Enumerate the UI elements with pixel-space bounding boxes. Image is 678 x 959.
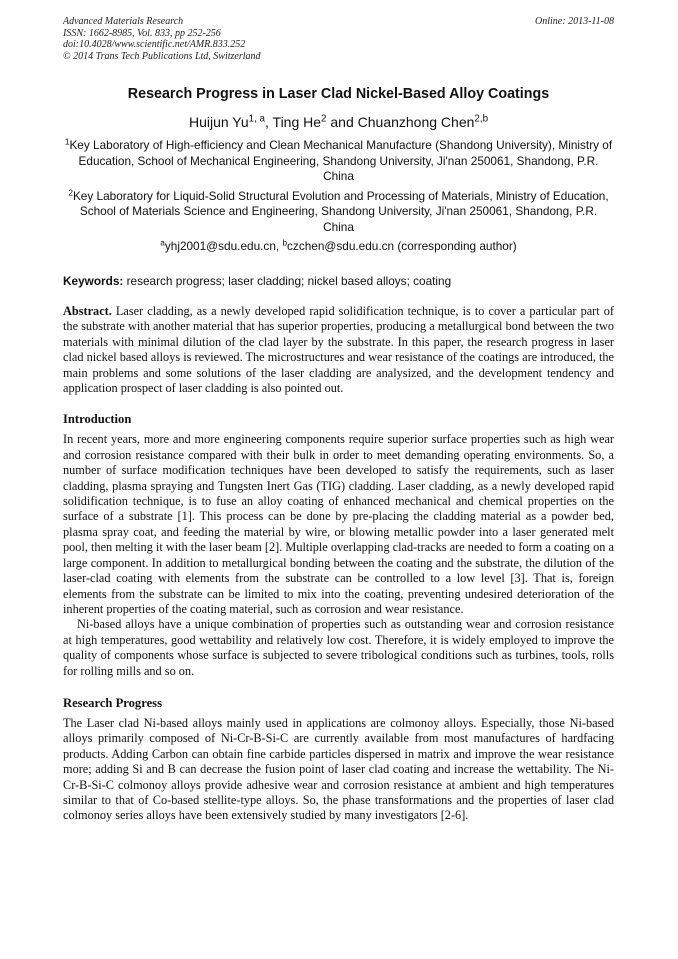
- journal-doi: doi:10.4028/www.scientific.net/AMR.833.252: [63, 39, 246, 50]
- author-emails: [63, 239, 614, 254]
- author-separator: and: [326, 114, 358, 130]
- keywords: [63, 274, 614, 289]
- author-affil-marker: 2,b: [474, 113, 489, 125]
- author-name: Huijun Yu: [188, 114, 249, 130]
- journal-name: Advanced Materials Research: [63, 16, 184, 27]
- author-list: [63, 113, 614, 131]
- paragraph: Ni-based alloys have a unique combination of properties such as outstanding wear and corrosion resistance at high temperatures, good wettability and relatively low cost. Therefore, it is widely employed to improve the quality of components whose surface is subjected to severe tribological conditions such as turbines, tools, rolls for rolling mills and so on.: [63, 617, 614, 678]
- paper-page: [63, 16, 614, 824]
- author-affil-marker: 2: [321, 113, 327, 125]
- journal-issn: ISSN: 1662-8985, Vol. 833, pp 252-256: [63, 27, 221, 39]
- abstract-text: Laser cladding, as a newly developed rapid solidification technique, is to cover a particular part of the substrate with another material that has superior properties, producing a metallurgical bond between the two materials with minimal dilution of the clad layer by the substrate. In this paper, the research progress in laser clad nickel based alloys is reviewed. The microstructures and wear resistance of the coatings are introduced, the main problems and some solutions of the laser cladding are analysized, and the development tendency and application prospect of laser cladding is also pointed out.: [63, 304, 614, 396]
- affiliation-marker: 2: [68, 187, 73, 197]
- email-address[interactable]: czchen@sdu.edu.cn (corresponding author): [287, 239, 517, 253]
- author-affil-marker: 1, a: [248, 113, 265, 125]
- abstract: [63, 304, 614, 396]
- author-name: Chuanzhong Chen: [357, 114, 475, 130]
- journal-copyright: © 2014 Trans Tech Publications Ltd, Switzerland: [63, 50, 261, 62]
- keywords-label: Keywords:: [63, 274, 124, 288]
- journal-header: [63, 16, 614, 62]
- section-heading-research-progress: Research Progress: [63, 695, 162, 710]
- journal-info: [63, 16, 261, 62]
- keywords-text: research progress; laser cladding; nickel based alloys; coating: [123, 274, 452, 288]
- section-heading-introduction: Introduction: [63, 412, 132, 427]
- paragraph: In recent years, more and more engineering components require superior surface properties such as high wear and corrosion resistance compared with their bulk in order to meet demanding operating environments. So, a number of surface modification techniques have been developed to satisfy the requirements, such as laser cladding, plasma spraying and Tungsten Inert Gas (TIG) cladding. Laser cladding, as a newly developed rapid solidification technique, is to fuse an alloy coating of enhanced mechanical and chemical properties on the surface of a substrate [1]. This process can be done by pre-placing the cladding material as a powder bed, plasma spray coat, and feeding the material by wire, or blowing metallic powder into a laser generated melt pool, then melting it with the laser beam [2]. Multiple overlapping clad-tracks are needed to form a coating on a large component. In addition to metallurgical bonding between the coating and the substrate, the dilution of the laser-clad coating with elements from the substrate can be controlled to a low level [3]. That is, foreign elements from the substrate can be limited to mix into the coating, preventing undesired deterioration of the inherent properties of the coating material, such as corrosion and wear resistance.: [63, 432, 614, 616]
- author-separator: ,: [265, 114, 273, 130]
- abstract-label: Abstract.: [63, 304, 112, 318]
- paragraph: The Laser clad Ni-based alloys mainly used in applications are colmonoy alloys. Especially, those Ni-based alloys primarily composed of Ni-Cr-B-Si-C are currently available from most manufactures of hardfacing products. Adding Carbon can obtain fine carbide particles dispersed in matrix and improve the wear resistance more; adding Si and B can decrease the fusion point of laser clad coating and increase the wettability. The Ni-Cr-B-Si-C colmonoy alloys provide adhesive wear and corrosion resistance at ambient and high temperatures similar to that of Co-based stellite-type alloys. So, the phase transformations and the properties of laser clad colmonoy series alloys have been extensively studied by many investigators [2-6].: [63, 715, 614, 823]
- affiliation: [63, 189, 614, 236]
- affiliation: [63, 138, 614, 185]
- email-marker: a: [160, 238, 165, 248]
- affiliation-text: Key Laboratory of High-efficiency and Clean Mechanical Manufacture (Shandong University), Ministry of Education, School of Mechanical Engineering, Shandong University, Ji'nan 250061, Shandong, P.R. China: [69, 138, 613, 183]
- affiliation-text: Key Laboratory for Liquid-Solid Structural Evolution and Processing of Materials, Ministry of Education, School of Materials Science and Engineering, Shandong University, Ji'nan 250061, Shandong, P.R. China: [72, 188, 609, 234]
- email-address[interactable]: yhj2001@sdu.edu.cn,: [164, 239, 283, 253]
- email-marker: b: [282, 238, 288, 248]
- online-date: Online: 2013-11-08: [535, 16, 614, 27]
- affiliation-marker: 1: [64, 137, 70, 147]
- paper-title: Research Progress in Laser Clad Nickel-Based Alloy Coatings: [127, 86, 550, 102]
- author-name: Ting He: [272, 114, 322, 130]
